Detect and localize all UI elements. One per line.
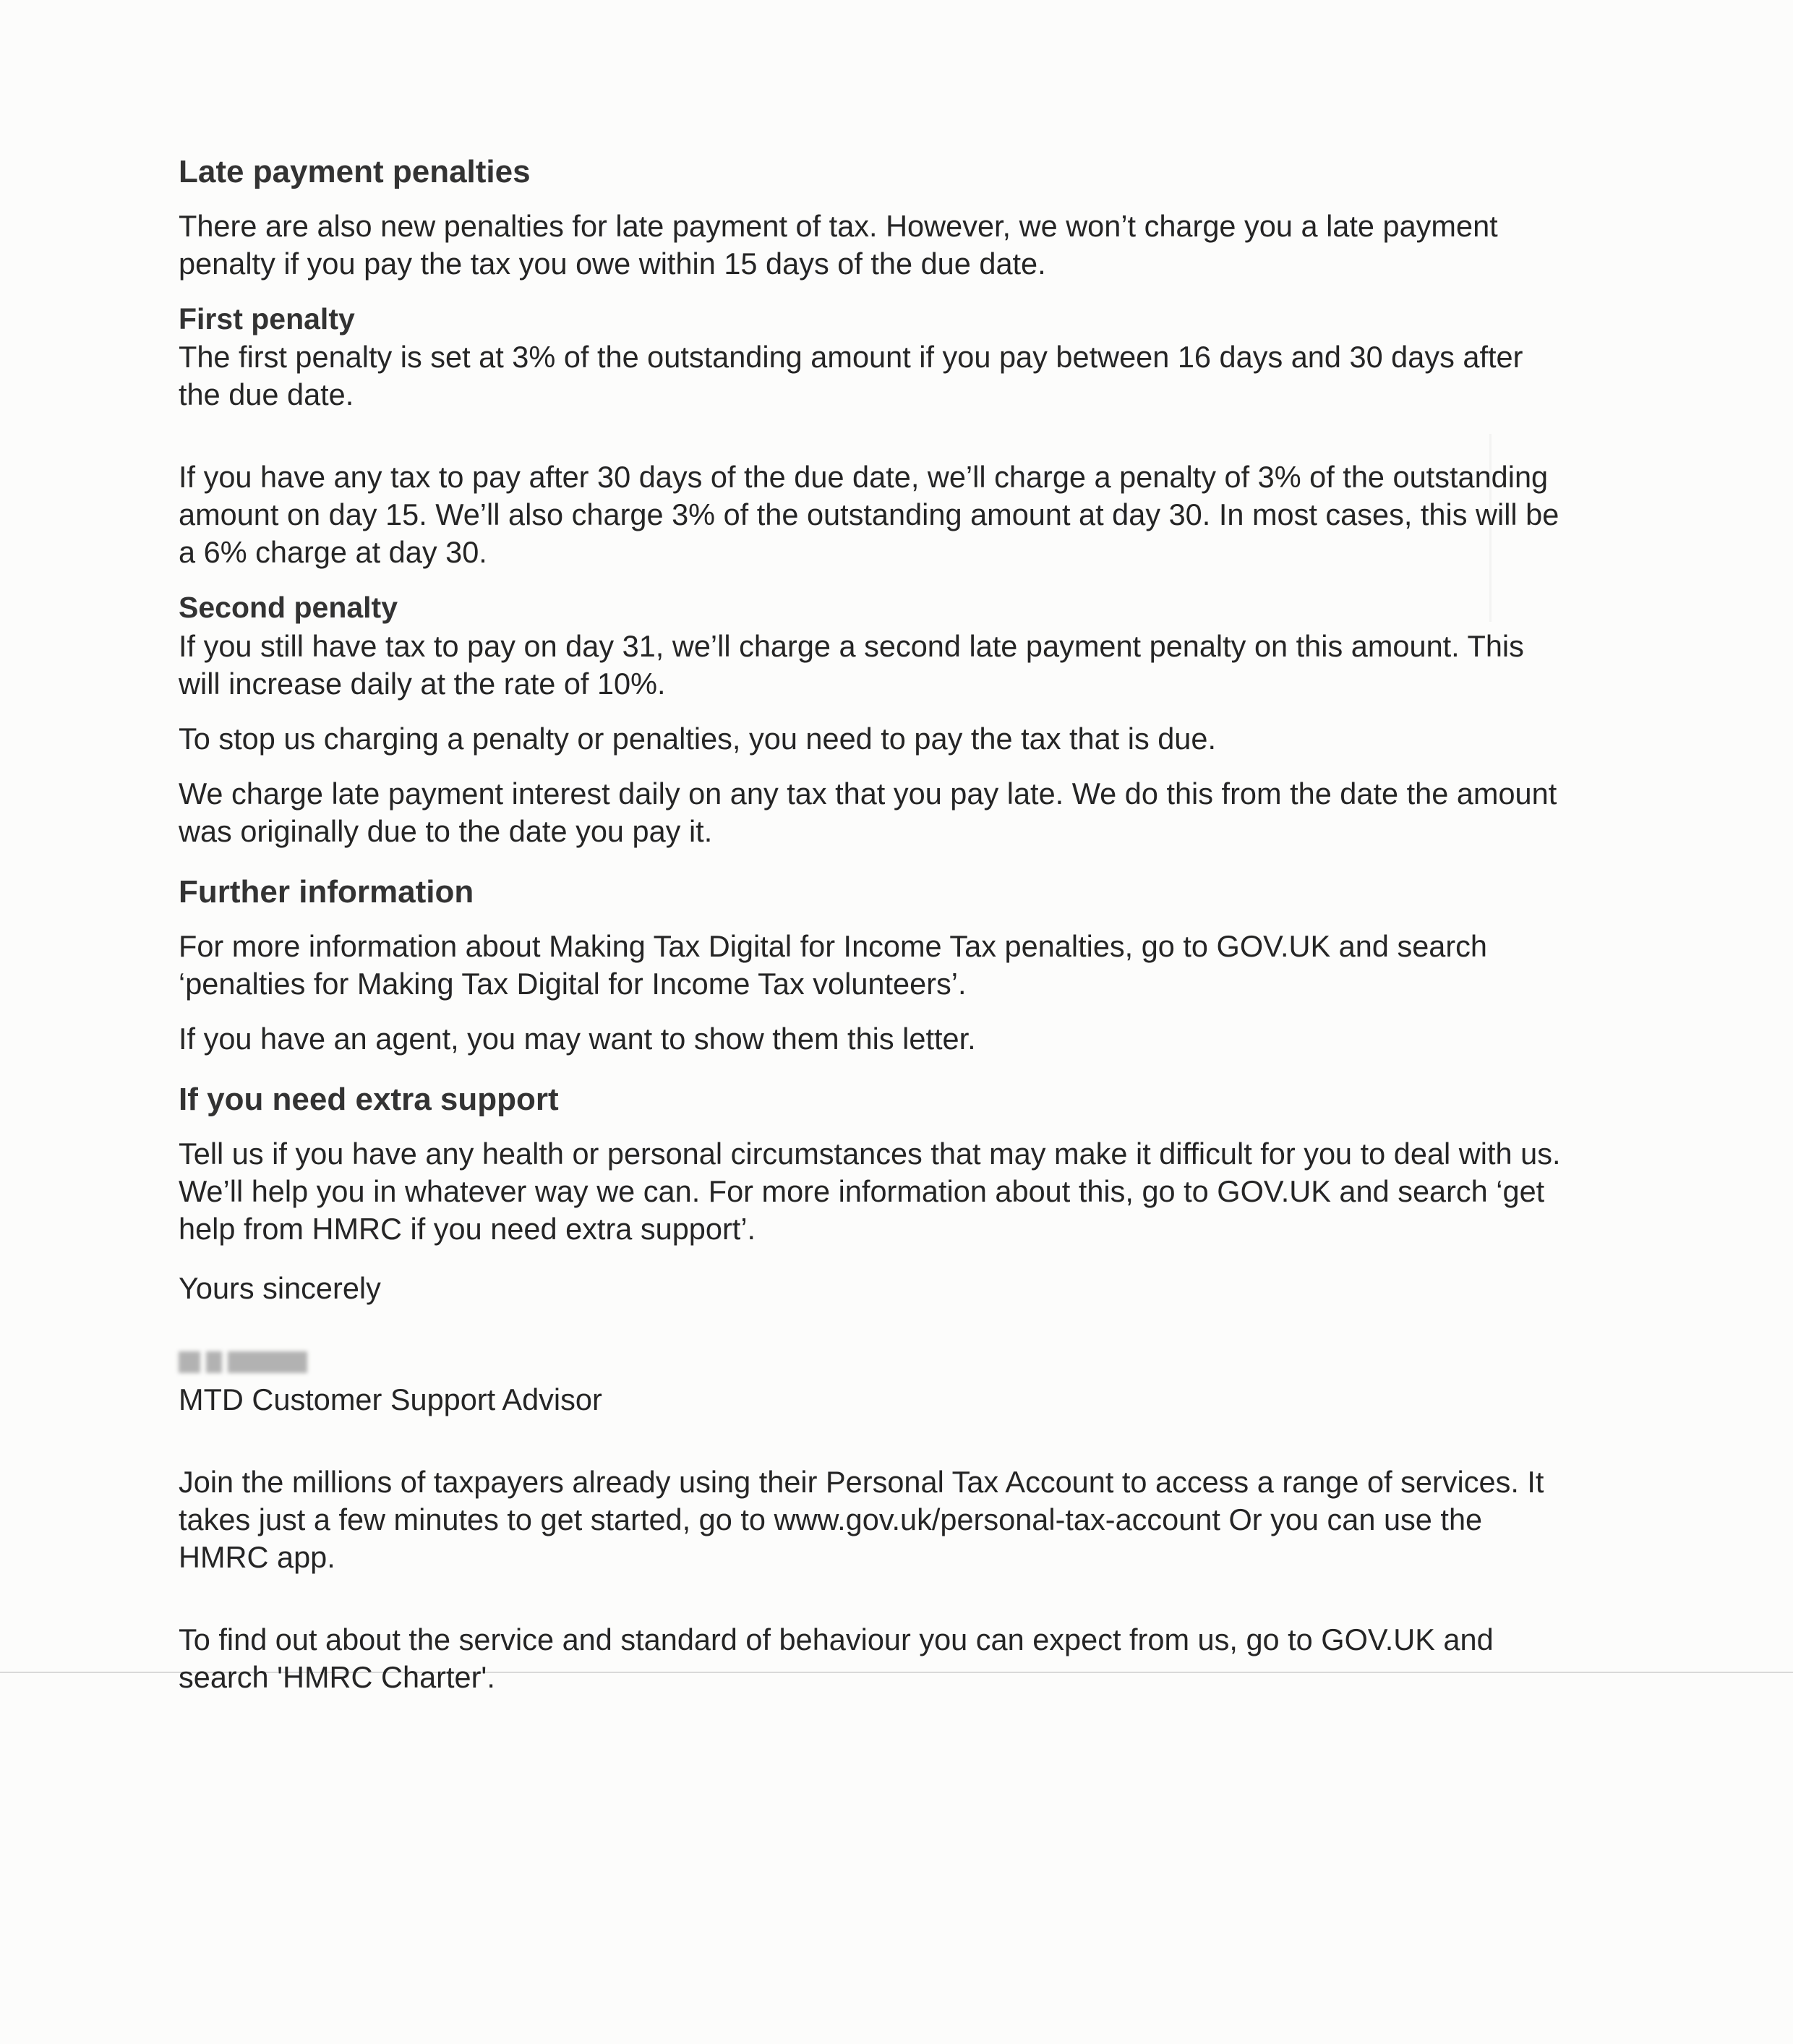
second-penalty-heading: Second penalty — [179, 591, 398, 625]
sign-off: Yours sincerely — [179, 1270, 381, 1305]
late-payment-heading: Late payment penalties — [179, 154, 531, 189]
late-payment-intro: There are also new penalties for late payment of tax. However, we won’t charge you a late payment penalty if you pay the tax you owe within 15 days of the due date. — [179, 209, 1498, 281]
extra-support-heading: If you need extra support — [179, 1081, 559, 1117]
advisor-role: MTD Customer Support Advisor — [179, 1382, 602, 1416]
second-penalty-para-2: To stop us charging a penalty or penalties, you need to pay the tax that is due. — [179, 721, 1216, 756]
first-penalty-para-2: If you have any tax to pay after 30 days of the due date, we’ll charge a penalty of 3% of the outstanding amount on day 15. We’ll also charge 3% of the outstanding amount at day 30. In most cases, this will be a 6% charge at day 30. — [179, 460, 1559, 570]
second-penalty-para-3: We charge late payment interest daily on any tax that you pay late. We do this from the date the amount was originally due to the date you pay it. — [179, 776, 1557, 848]
letter-body — [179, 152, 1567, 1714]
first-penalty-heading: First penalty — [179, 302, 355, 335]
second-penalty-para-1: If you still have tax to pay on day 31, we’ll charge a second late payment penalty on this amount. This will increase daily at the rate of 10%. — [179, 628, 1524, 701]
further-info-para-1: For more information about Making Tax Digital for Income Tax penalties, go to GOV.UK and search ‘penalties for Making Tax Digital for Income Tax volunteers’. — [179, 928, 1488, 1001]
extra-support-para-1: Tell us if you have any health or personal circumstances that may make it difficult for you to deal with us. We’ll help you in whatever way we can. For more information about this, go to GOV.UK and search ‘get help from HMRC if you need extra support’. — [179, 1136, 1561, 1246]
redacted-name-image — [179, 1348, 1567, 1377]
footer-para-2: To find out about the service and standard of behaviour you can expect from us, go to GOV.UK and search 'HMRC Charter'. — [179, 1622, 1494, 1694]
further-info-para-2: If you have an agent, you may want to show them this letter. — [179, 1021, 976, 1056]
first-penalty-para-1: The first penalty is set at 3% of the outstanding amount if you pay between 16 days and 30 days after the due date. — [179, 340, 1523, 412]
footer-para-1: Join the millions of taxpayers already using their Personal Tax Account to access a range of services. It takes just a few minutes to get started, go to www.gov.uk/personal-tax-account Or you can use the HMRC app. — [179, 1464, 1544, 1574]
further-info-heading: Further information — [179, 873, 474, 910]
